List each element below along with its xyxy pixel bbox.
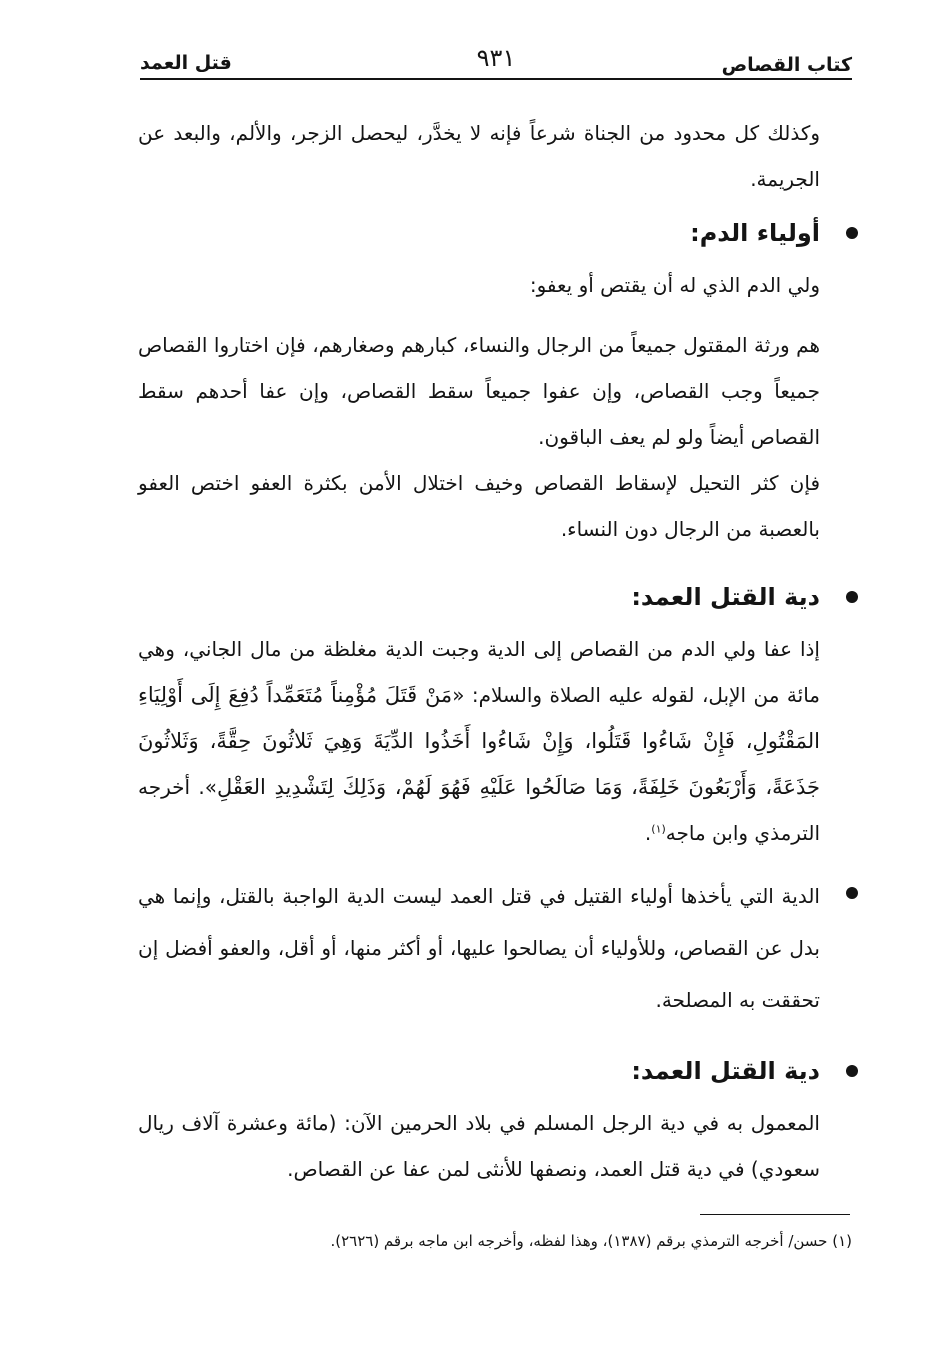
main-text <box>138 110 820 1192</box>
hadith-intro: إذا عفا ولي الدم من القصاص إلى الدية وجبت الدية مغلظة من مال الجاني، وهي مائة من الإبل، لقوله عليه الصلاة والسلام: « <box>138 637 820 707</box>
bullet-icon <box>846 1065 858 1077</box>
paragraph-heirs: هم ورثة المقتول جميعاً من الرجال والنساء، كبارهم وصغارهم، فإن اختاروا القصاص جميعاً وجب القصاص، وإن عفوا جميعاً سقط القصاص، وإن عفا أحدهم سقط القصاص أيضاً ولو لم يعف الباقون. <box>138 333 820 449</box>
paragraph-hadith: إذا عفا ولي الدم من القصاص إلى الدية وجبت الدية مغلظة من مال الجاني، وهي مائة من الإبل، لقوله عليه الصلاة والسلام: «مَنْ قَتَلَ مُؤْمِناً مُتَعَمِّداً دُفِعَ إِلَى أَوْلِيَاءِ المَقْتُولِ، فَإِنْ شَاءُوا قَتَلُوا، وَإِنْ شَاءُوا أَخَذُوا الدِّيَةَ وَهِيَ ثَلاثُونَ حِقَّةً، وَثَلاثُونَ جَذَعَةً، وَأَرْبَعُونَ خَلِفَةً، وَمَا صَالَحُوا عَلَيْهِ فَهُوَ لَهُمْ، وَذَلِكَ لِتَشْدِيدِ العَقْلِ». أخرجه الترمذي وابن ماجه$^{(١)}$. <box>138 637 820 845</box>
section-heading-diya-amount <box>138 1046 820 1096</box>
bullet-icon <box>846 591 858 603</box>
footnote: (١) حسن/ أخرجه الترمذي برقم (١٣٨٧)، وهذا لفظه، وأخرجه ابن ماجه برقم (٢٦٢٦). <box>330 1232 852 1250</box>
bullet-paragraph-diya-nature <box>138 870 820 1026</box>
hadith-quote: مَنْ قَتَلَ مُؤْمِناً مُتَعَمِّداً دُفِعَ إِلَى أَوْلِيَاءِ المَقْتُولِ، فَإِنْ شَاءُوا قَتَلُوا، وَإِنْ شَاءُوا أَخَذُوا الدِّيَةَ وَهِيَ ثَلاثُونَ حِقَّةً، وَثَلاثُونَ جَذَعَةً، وَأَرْبَعُونَ خَلِفَةً، وَمَا صَالَحُوا عَلَيْهِ فَهُوَ لَهُمْ، وَذَلِكَ لِتَشْدِيدِ العَقْلِ <box>138 683 820 799</box>
chapter-title: قتل العمد <box>140 52 232 74</box>
paragraph-diya-amount: المعمول به في دية الرجل المسلم في بلاد الحرمين الآن: (مائة وعشرة آلاف ريال سعودي) في دية قتل العمد، ونصفها للأنثى لمن عفا عن القصاص. <box>138 1111 820 1181</box>
section-heading-guardians <box>138 208 820 258</box>
section-heading-text: دية القتل العمد: <box>631 1057 820 1085</box>
section-heading-diya <box>138 572 820 622</box>
footnote-divider <box>700 1214 850 1215</box>
section-heading-text: أولياء الدم: <box>690 219 820 247</box>
paragraph-sedation: وكذلك كل محدود من الجناة شرعاً فإنه لا يخدَّر، ليحصل الزجر، والألم، والبعد عن الجريمة. <box>138 121 820 191</box>
hadith-source: ». أخرجه الترمذي وابن ماجه <box>138 775 820 845</box>
paragraph-guardian-definition: ولي الدم الذي له أن يقتص أو يعفو: <box>529 273 820 297</box>
paragraph-diya-nature: الدية التي يأخذها أولياء القتيل في قتل العمد ليست الدية الواجبة بالقتل، وإنما هي بدل عن القصاص، وللأولياء أن يصالحوا عليها، أو أكثر منها، أو أقل، والعفو أفضل إن تحققت به المصلحة. <box>138 884 820 1012</box>
book-title: كتاب القصاص <box>721 54 852 76</box>
bullet-icon <box>846 227 858 239</box>
footnote-ref: (١) <box>651 822 666 836</box>
header-divider <box>140 78 852 80</box>
bullet-icon <box>846 887 858 899</box>
page-number: ٩٣١ <box>476 44 516 72</box>
paragraph-pardon-limit: فإن كثر التحيل لإسقاط القصاص وخيف اختلال الأمن بكثرة العفو اختص العفو بالعصبة من الرجال دون النساء. <box>138 471 820 541</box>
page-header <box>140 40 852 80</box>
section-heading-text: دية القتل العمد: <box>631 583 820 611</box>
